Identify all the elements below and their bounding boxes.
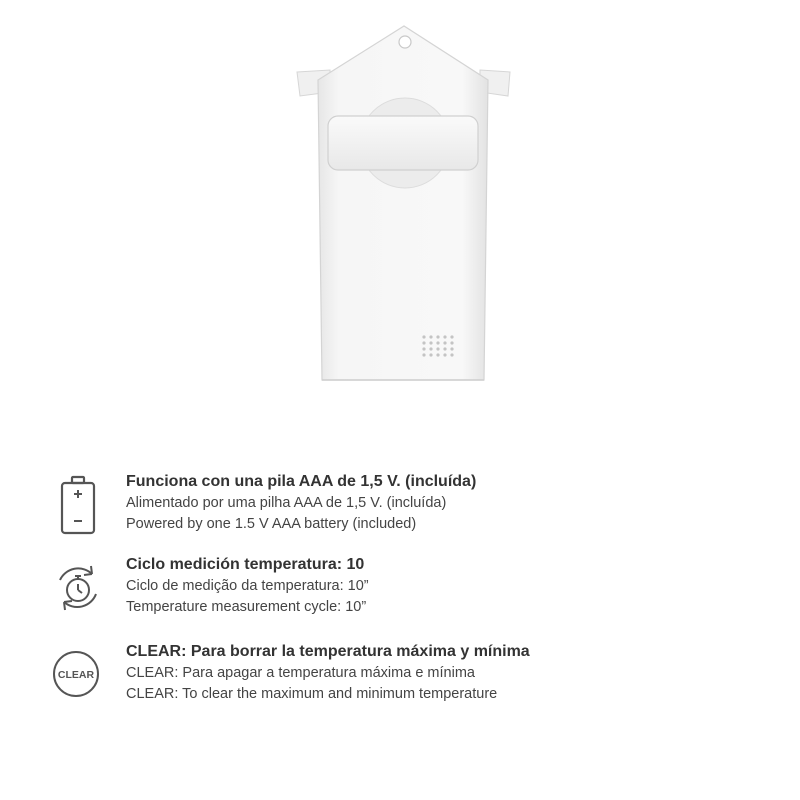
feature-clear-title: CLEAR: Para borrar la temperatura máxima y mínima — [126, 643, 530, 660]
timer-cycle-icon — [46, 554, 106, 624]
clear-icon-label: CLEAR — [57, 669, 95, 681]
feature-battery-text — [126, 471, 476, 535]
feature-battery-pt: Alimentado por uma pilha AAA de 1,5 V. (incluída) — [126, 495, 447, 511]
feature-clear-pt: CLEAR: Para apagar a temperatura máxima e mínima — [126, 665, 475, 681]
feature-measurement-cycle — [46, 554, 766, 634]
feature-clear — [46, 641, 766, 721]
feature-battery-en: Powered by one 1.5 V AAA battery (included) — [126, 516, 417, 532]
feature-measurement-cycle-text — [126, 554, 369, 618]
feature-cycle-title: Ciclo medición temperatura: 10 — [126, 556, 365, 573]
clear-button-icon — [46, 641, 106, 711]
feature-cycle-pt: Ciclo de medição da temperatura: 10” — [126, 578, 369, 594]
feature-clear-en: CLEAR: To clear the maximum and minimum temperature — [126, 686, 498, 702]
feature-battery-title: Funciona con una pila AAA de 1,5 V. (incluída) — [126, 473, 477, 490]
feature-battery — [46, 471, 766, 551]
feature-clear-text — [126, 641, 530, 705]
battery-icon — [46, 471, 106, 541]
feature-cycle-en: Temperature measurement cycle: 10” — [126, 599, 367, 615]
